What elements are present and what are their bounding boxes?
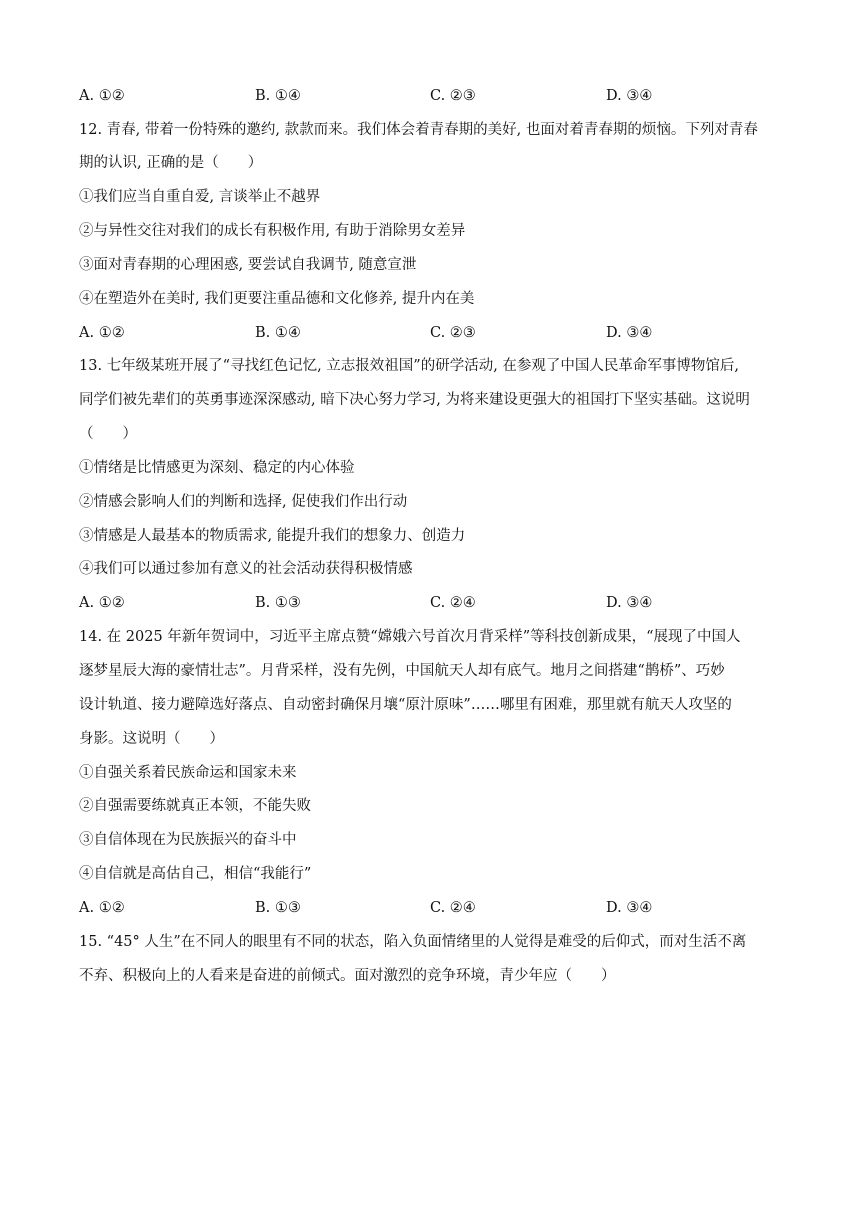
- q13-stem-line: 同学们被先辈们的英勇事迹深深感动, 暗下决心努力学习, 为将来建设更强大的祖国打下坚实基础。这说明: [79, 392, 750, 408]
- q14-stem-line: 身影。这说明（ ）: [79, 731, 224, 747]
- q11-option-d[interactable]: D. ③④: [606, 88, 653, 104]
- q15-stem-line: 不弃、积极向上的人看来是奋进的前倾式。面对激烈的竞争环境，青少年应（ ）: [79, 968, 616, 984]
- q13-statement: ③情感是人最基本的物质需求, 能提升我们的想象力、创造力: [79, 528, 466, 544]
- q13-statement: ②情感会影响人们的判断和选择, 促使我们作出行动: [79, 494, 408, 510]
- q12-stem-line: 期的认识, 正确的是（ ）: [79, 155, 263, 171]
- q12-option-d[interactable]: D. ③④: [606, 325, 653, 341]
- q12-option-b[interactable]: B. ①④: [255, 325, 301, 341]
- q15-stem-line: 15. “45° 人生”在不同人的眼里有不同的状态，陷入负面情绪里的人觉得是难受的后仰式，而对生活不离: [79, 934, 747, 950]
- q12-statement: ③面对青春期的心理困惑, 要尝试自我调节, 随意宣泄: [79, 257, 417, 273]
- q14-statement: ②自强需要练就真正本领，不能失败: [79, 798, 311, 814]
- q12-statement: ①我们应当自重自爱, 言谈举止不越界: [79, 189, 321, 205]
- q12-statement: ②与异性交往对我们的成长有积极作用, 有助于消除男女差异: [79, 223, 466, 239]
- q12-statement: ④在塑造外在美时, 我们更要注重品德和文化修养, 提升内在美: [79, 291, 475, 307]
- q12-options: [79, 323, 784, 343]
- q14-option-c[interactable]: C. ②④: [430, 900, 476, 916]
- q14-options: [79, 898, 784, 918]
- q14-stem-line: 逐梦星辰大海的豪情壮志”。月背采样，没有先例，中国航天人却有底气。地月之间搭建“鹊桥”、巧妙: [79, 663, 725, 679]
- q13-stem-line: （ ）: [79, 426, 137, 442]
- q14-statement: ④自信就是高估自己，相信“我能行”: [79, 866, 312, 882]
- q14-option-d[interactable]: D. ③④: [606, 900, 653, 916]
- q13-stem-line: 13. 七年级某班开展了“寻找红色记忆, 立志报效祖国”的研学活动, 在参观了中国人民革命军事博物馆后,: [79, 358, 740, 374]
- q13-option-c[interactable]: C. ②④: [430, 595, 476, 611]
- q13-statement: ④我们可以通过参加有意义的社会活动获得积极情感: [79, 561, 413, 577]
- q14-statement: ③自信体现在为民族振兴的奋斗中: [79, 832, 297, 848]
- q11-option-c[interactable]: C. ②③: [430, 88, 476, 104]
- q14-stem-line: 设计轨道、接力避障选好落点、自动密封确保月壤“原汁原味”……哪里有困难，那里就有航天人攻坚的: [79, 697, 732, 713]
- q13-option-a[interactable]: A. ①②: [79, 595, 125, 611]
- q11-option-a[interactable]: A. ①②: [79, 88, 125, 104]
- q14-stem-line: 14. 在 2025 年新年贺词中，习近平主席点赞“嫦娥六号首次月背采样”等科技创新成果，“展现了中国人: [79, 629, 741, 645]
- q12-option-a[interactable]: A. ①②: [79, 325, 125, 341]
- q13-option-b[interactable]: B. ①③: [255, 595, 301, 611]
- q14-statement: ①自强关系着民族命运和国家未来: [79, 765, 297, 781]
- q11-option-b[interactable]: B. ①④: [255, 88, 301, 104]
- q13-options: [79, 593, 784, 613]
- q11-options: [79, 86, 784, 106]
- q12-stem-line: 12. 青春, 带着一份特殊的邀约, 款款而来。我们体会着青春期的美好, 也面对着青春期的烦恼。下列对青春: [79, 122, 758, 138]
- q13-statement: ①情绪是比情感更为深刻、稳定的内心体验: [79, 460, 355, 476]
- q12-option-c[interactable]: C. ②③: [430, 325, 476, 341]
- q14-option-b[interactable]: B. ①③: [255, 900, 301, 916]
- q13-option-d[interactable]: D. ③④: [606, 595, 653, 611]
- q14-option-a[interactable]: A. ①②: [79, 900, 125, 916]
